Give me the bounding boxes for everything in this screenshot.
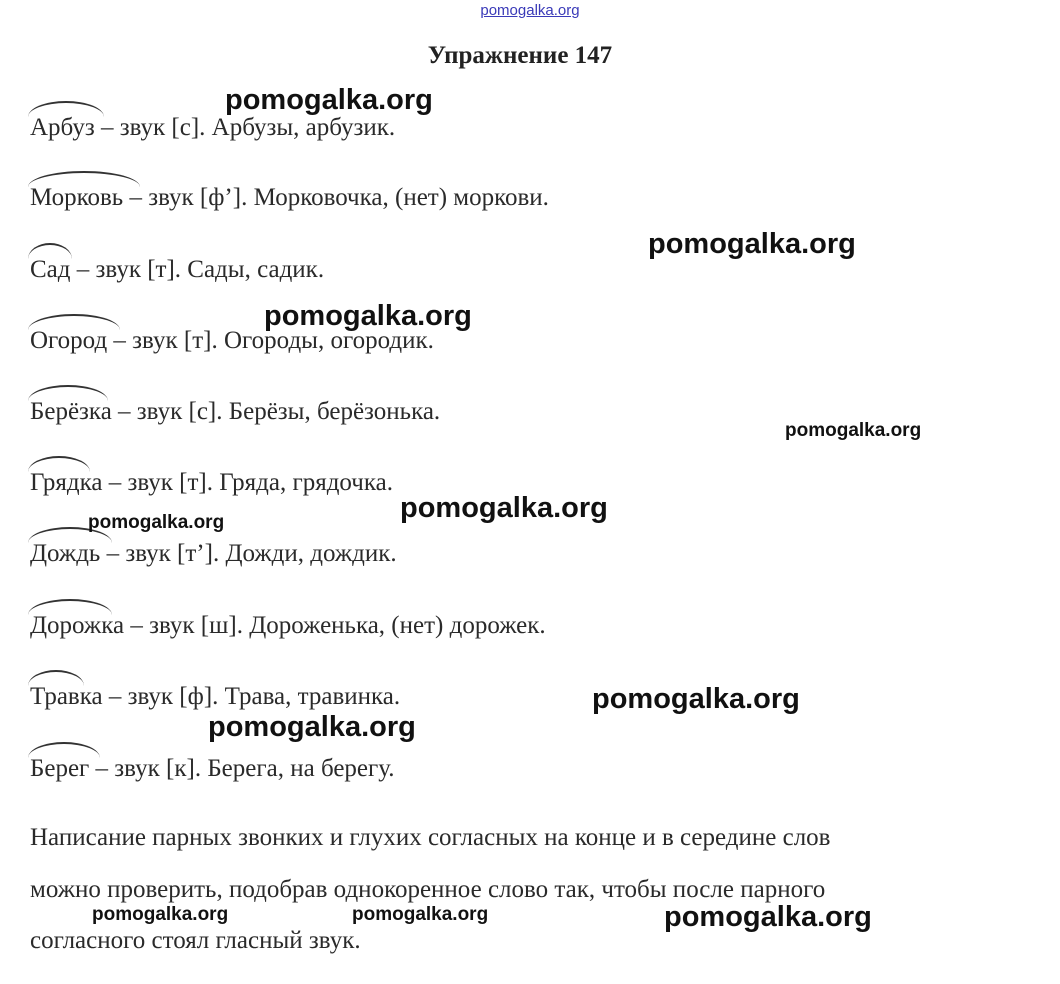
line-text: Дорожка – звук [ш]. Дороженька, (нет) дорожек. [30, 612, 546, 639]
line-text: Морковь – звук [ф’]. Морковочка, (нет) моркови. [30, 184, 549, 211]
exercise-line [30, 611, 546, 641]
line-text: Дождь – звук [т’]. Дожди, дождик. [30, 540, 397, 567]
line-text: Грядка – звук [т]. Гряда, грядочка. [30, 469, 393, 496]
watermark: pomogalka.org [664, 901, 872, 933]
rule-note-line: можно проверить, подобрав однокоренное слово так, чтобы после парного [30, 876, 826, 903]
exercise-line [30, 255, 324, 285]
root-arc [28, 243, 72, 259]
exercise-line [30, 397, 440, 427]
watermark: pomogalka.org [225, 84, 433, 116]
watermark: pomogalka.org [352, 904, 489, 925]
rule-note-line: Написание парных звонких и глухих согласных на конце и в середине слов [30, 824, 831, 851]
exercise-line [30, 113, 395, 143]
line-text: Травка – звук [ф]. Трава, травинка. [30, 683, 401, 710]
exercise-line [30, 539, 397, 569]
watermark: pomogalka.org [92, 904, 229, 925]
root-arc [28, 171, 140, 187]
watermark: pomogalka.org [400, 492, 608, 524]
top-watermark-link[interactable]: pomogalka.org [480, 2, 580, 19]
line-text: Берёзка – звук [с]. Берёзы, берёзонька. [30, 398, 441, 425]
root-arc [28, 599, 112, 615]
watermark: pomogalka.org [592, 683, 800, 715]
exercise-line [30, 754, 395, 784]
root-arc [28, 385, 108, 401]
exercise-line [30, 468, 393, 498]
rule-note-line: согласного стоял гласный звук. [30, 927, 361, 954]
root-arc [28, 101, 104, 117]
root-arc [28, 314, 120, 330]
root-arc [28, 456, 90, 472]
exercise-title: Упражнение 147 [427, 42, 613, 69]
line-text: Арбуз – звук [с]. Арбузы, арбузик. [30, 114, 396, 141]
line-text: Огород – звук [т]. Огороды, огородик. [30, 327, 434, 354]
root-arc [28, 670, 84, 686]
exercise-line [30, 682, 400, 712]
line-text: Сад – звук [т]. Сады, садик. [30, 256, 325, 283]
watermark: pomogalka.org [88, 512, 225, 533]
watermark: pomogalka.org [208, 711, 416, 743]
exercise-line [30, 183, 549, 213]
watermark: pomogalka.org [648, 228, 856, 260]
root-arc [28, 742, 100, 758]
watermark: pomogalka.org [785, 420, 922, 441]
line-text: Берег – звук [к]. Берега, на берегу. [30, 755, 395, 782]
watermark: pomogalka.org [264, 300, 472, 332]
